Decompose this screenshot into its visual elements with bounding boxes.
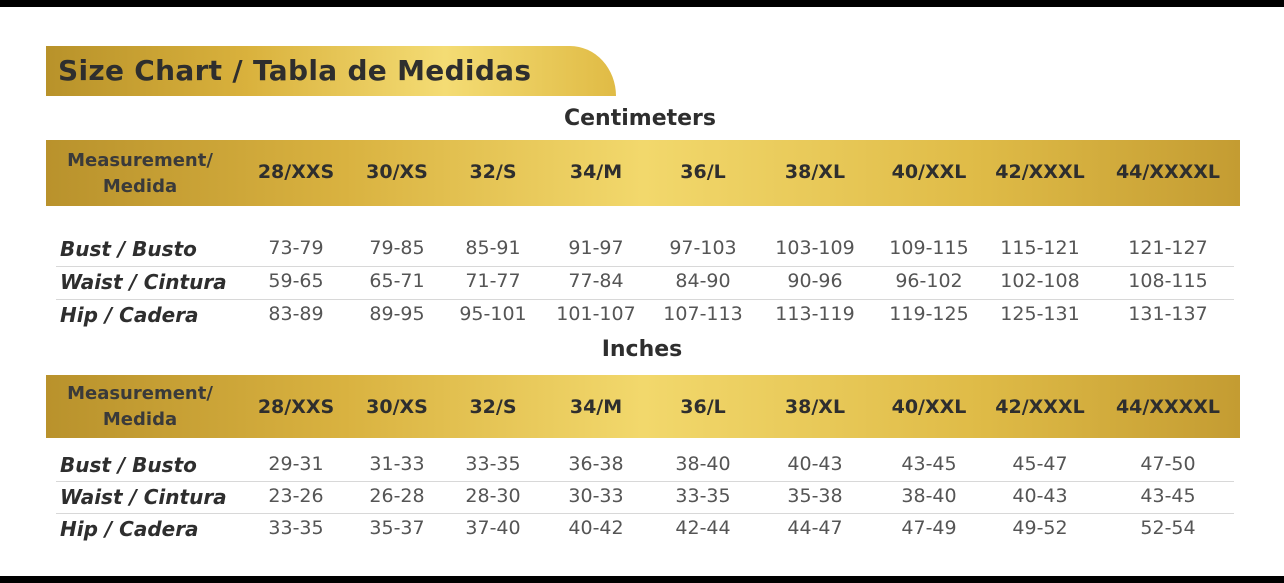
centimeters-value-cell: 95-101 — [459, 303, 527, 325]
inches-size-header: 28/XXS — [257, 396, 335, 418]
centimeters-value-cell: 71-77 — [465, 270, 521, 292]
inches-value-cell: 44-47 — [787, 517, 843, 539]
header-label-line1: Measurement/ — [67, 383, 213, 404]
inches-value-cell: 36-38 — [568, 453, 624, 475]
inches-size-header: 44/XXXXL — [1115, 396, 1221, 418]
inches-value-cell: 38-40 — [901, 485, 957, 507]
inches-row-divider — [56, 481, 1234, 482]
centimeters-value-cell: 85-91 — [465, 237, 521, 259]
top-border — [0, 0, 1284, 7]
inches-value-cell: 45-47 — [1012, 453, 1068, 475]
centimeters-size-header: 30/XS — [366, 161, 428, 183]
centimeters-row-label: Waist / Cintura — [60, 270, 227, 294]
inches-value-cell: 42-44 — [675, 517, 731, 539]
centimeters-value-cell: 77-84 — [568, 270, 624, 292]
centimeters-row-label: Bust / Busto — [60, 237, 197, 261]
centimeters-value-cell: 91-97 — [568, 237, 624, 259]
centimeters-value-cell: 121-127 — [1128, 237, 1208, 259]
centimeters-value-cell: 131-137 — [1128, 303, 1208, 325]
inches-value-cell: 28-30 — [465, 485, 521, 507]
centimeters-value-cell: 119-125 — [889, 303, 969, 325]
inches-value-cell: 43-45 — [901, 453, 957, 475]
inches-row-label: Hip / Cadera — [60, 517, 199, 541]
centimeters-value-cell: 96-102 — [895, 270, 963, 292]
inches-size-header: 32/S — [469, 396, 517, 418]
centimeters-size-header: 40/XXL — [891, 161, 967, 183]
centimeters-row-divider — [56, 266, 1234, 267]
centimeters-section-title: Centimeters — [563, 106, 717, 131]
inches-value-cell: 26-28 — [369, 485, 425, 507]
centimeters-value-cell: 125-131 — [1000, 303, 1080, 325]
centimeters-size-header: 32/S — [469, 161, 517, 183]
centimeters-value-cell: 113-119 — [775, 303, 855, 325]
inches-value-cell: 33-35 — [268, 517, 324, 539]
centimeters-size-header: 44/XXXXL — [1115, 161, 1221, 183]
centimeters-row-divider — [56, 299, 1234, 300]
centimeters-value-cell: 73-79 — [268, 237, 324, 259]
inches-value-cell: 49-52 — [1012, 517, 1068, 539]
inches-value-cell: 30-33 — [568, 485, 624, 507]
centimeters-size-header: 38/XL — [784, 161, 846, 183]
centimeters-header-measurement-label — [67, 148, 213, 200]
page-title: Size Chart / Tabla de Medidas — [58, 54, 532, 87]
inches-value-cell: 35-38 — [787, 485, 843, 507]
header-label-line2: Medida — [102, 409, 178, 430]
centimeters-value-cell: 103-109 — [775, 237, 855, 259]
centimeters-value-cell: 89-95 — [369, 303, 425, 325]
centimeters-size-header: 36/L — [680, 161, 726, 183]
bottom-border — [0, 576, 1284, 583]
inches-row-label: Waist / Cintura — [60, 485, 227, 509]
header-label-line1: Measurement/ — [67, 150, 213, 171]
inches-value-cell: 40-43 — [1012, 485, 1068, 507]
inches-row-label: Bust / Busto — [60, 453, 197, 477]
inches-value-cell: 52-54 — [1140, 517, 1196, 539]
centimeters-value-cell: 83-89 — [268, 303, 324, 325]
inches-value-cell: 37-40 — [465, 517, 521, 539]
centimeters-value-cell: 107-113 — [663, 303, 743, 325]
centimeters-value-cell: 109-115 — [889, 237, 969, 259]
inches-value-cell: 23-26 — [268, 485, 324, 507]
centimeters-value-cell: 101-107 — [556, 303, 636, 325]
centimeters-size-header: 42/XXXL — [995, 161, 1085, 183]
centimeters-value-cell: 65-71 — [369, 270, 425, 292]
inches-size-header: 34/M — [569, 396, 623, 418]
inches-value-cell: 31-33 — [369, 453, 425, 475]
inches-value-cell: 40-43 — [787, 453, 843, 475]
inches-value-cell: 38-40 — [675, 453, 731, 475]
centimeters-value-cell: 115-121 — [1000, 237, 1080, 259]
inches-size-header: 42/XXXL — [995, 396, 1085, 418]
inches-value-cell: 47-50 — [1140, 453, 1196, 475]
inches-value-cell: 29-31 — [268, 453, 324, 475]
inches-size-header: 38/XL — [784, 396, 846, 418]
inches-value-cell: 40-42 — [568, 517, 624, 539]
centimeters-size-header: 34/M — [569, 161, 623, 183]
inches-value-cell: 33-35 — [465, 453, 521, 475]
inches-value-cell: 35-37 — [369, 517, 425, 539]
inches-section-title: Inches — [601, 337, 683, 362]
inches-size-header: 36/L — [680, 396, 726, 418]
centimeters-size-header: 28/XXS — [257, 161, 335, 183]
centimeters-value-cell: 97-103 — [669, 237, 737, 259]
inches-row-divider — [56, 513, 1234, 514]
centimeters-value-cell: 102-108 — [1000, 270, 1080, 292]
inches-value-cell: 43-45 — [1140, 485, 1196, 507]
inches-size-header: 30/XS — [366, 396, 428, 418]
centimeters-value-cell: 79-85 — [369, 237, 425, 259]
inches-value-cell: 47-49 — [901, 517, 957, 539]
centimeters-value-cell: 108-115 — [1128, 270, 1208, 292]
inches-size-header: 40/XXL — [891, 396, 967, 418]
centimeters-row-label: Hip / Cadera — [60, 303, 199, 327]
centimeters-value-cell: 90-96 — [787, 270, 843, 292]
centimeters-value-cell: 59-65 — [268, 270, 324, 292]
centimeters-value-cell: 84-90 — [675, 270, 731, 292]
inches-header-measurement-label — [67, 381, 213, 433]
inches-value-cell: 33-35 — [675, 485, 731, 507]
header-label-line2: Medida — [102, 176, 178, 197]
